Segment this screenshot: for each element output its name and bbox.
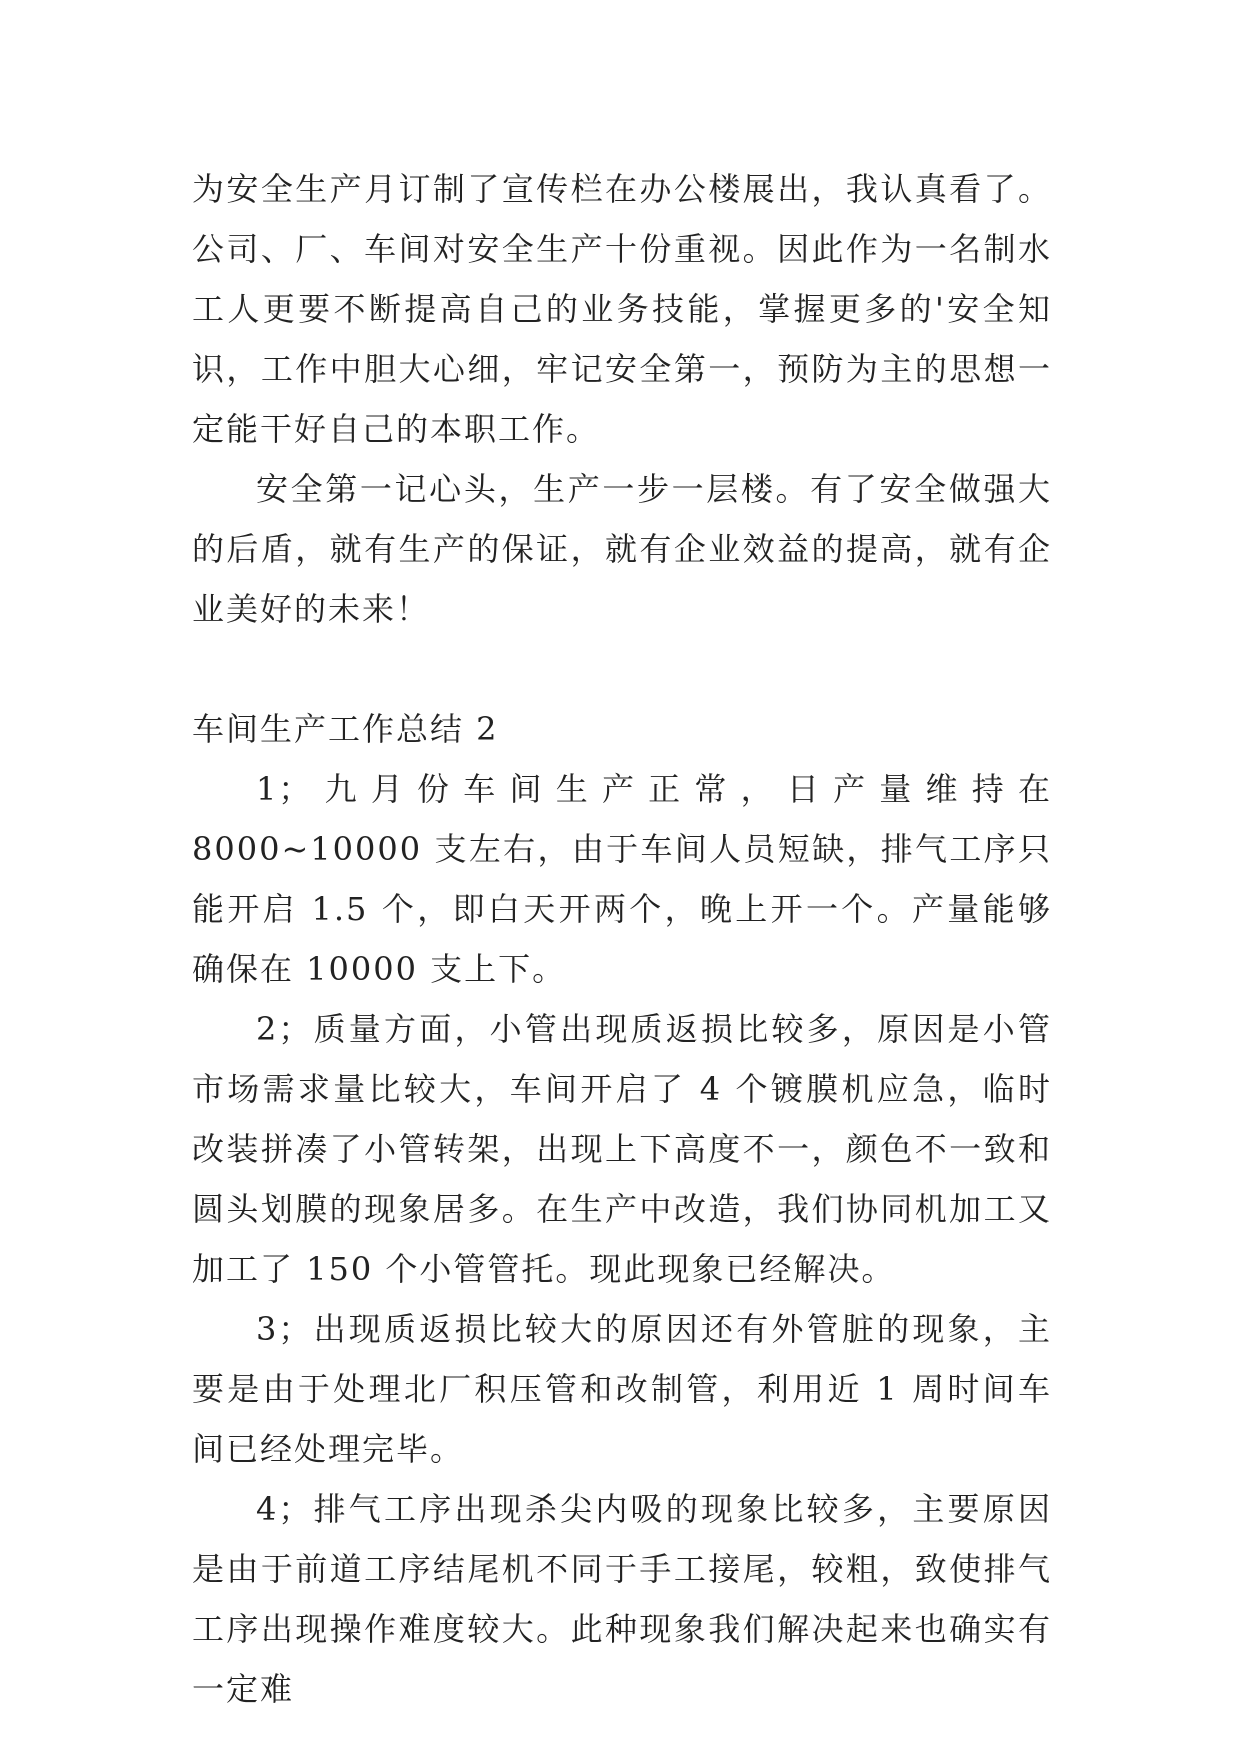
paragraph-item-4: 4；排气工序出现杀尖内吸的现象比较多，主要原因是由于前道工序结尾机不同于手工接尾，较粗，致使排气工序出现操作难度较大。此种现象我们解决起来也确实有一定难 [192, 1490, 1052, 1708]
section-spacer [192, 639, 1052, 699]
section-title: 车间生产工作总结 2 [192, 710, 499, 748]
paragraph-safety-exhibit: 为安全生产月订制了宣传栏在办公楼展出，我认真看了。公司、厂、车间对安全生产十份重视。因此作为一名制水工人更要不断提高自己的业务技能，掌握更多的'安全知识，工作中胆大心细，牢记安全第一，预防为主的思想一定能干好自己的本职工作。 [192, 170, 1052, 448]
paragraph-item-1: 1；九月份车间生产正常，日产量维持在 8000~10000 支左右，由于车间人员短缺，排气工序只能开启 1.5 个，即白天开两个，晚上开一个。产量能够确保在 10000 支上下。 [192, 770, 1052, 988]
document-body [192, 159, 1052, 1719]
paragraph-item-2: 2；质量方面，小管出现质返损比较多，原因是小管市场需求量比较大，车间开启了 4 个镀膜机应急，临时改装拼凑了小管转架，出现上下高度不一，颜色不一致和圆头划膜的现象居多。在生产中改造，我们协同机加工又加工了 150 个小管管托。现此现象已经解决。 [192, 1010, 1052, 1288]
paragraph-safety-slogan: 安全第一记心头，生产一步一层楼。有了安全做强大的后盾，就有生产的保证，就有企业效益的提高，就有企业美好的未来！ [192, 470, 1052, 628]
paragraph-item-3: 3；出现质返损比较大的原因还有外管脏的现象，主要是由于处理北厂积压管和改制管，利用近 1 周时间车间已经处理完毕。 [192, 1310, 1052, 1468]
